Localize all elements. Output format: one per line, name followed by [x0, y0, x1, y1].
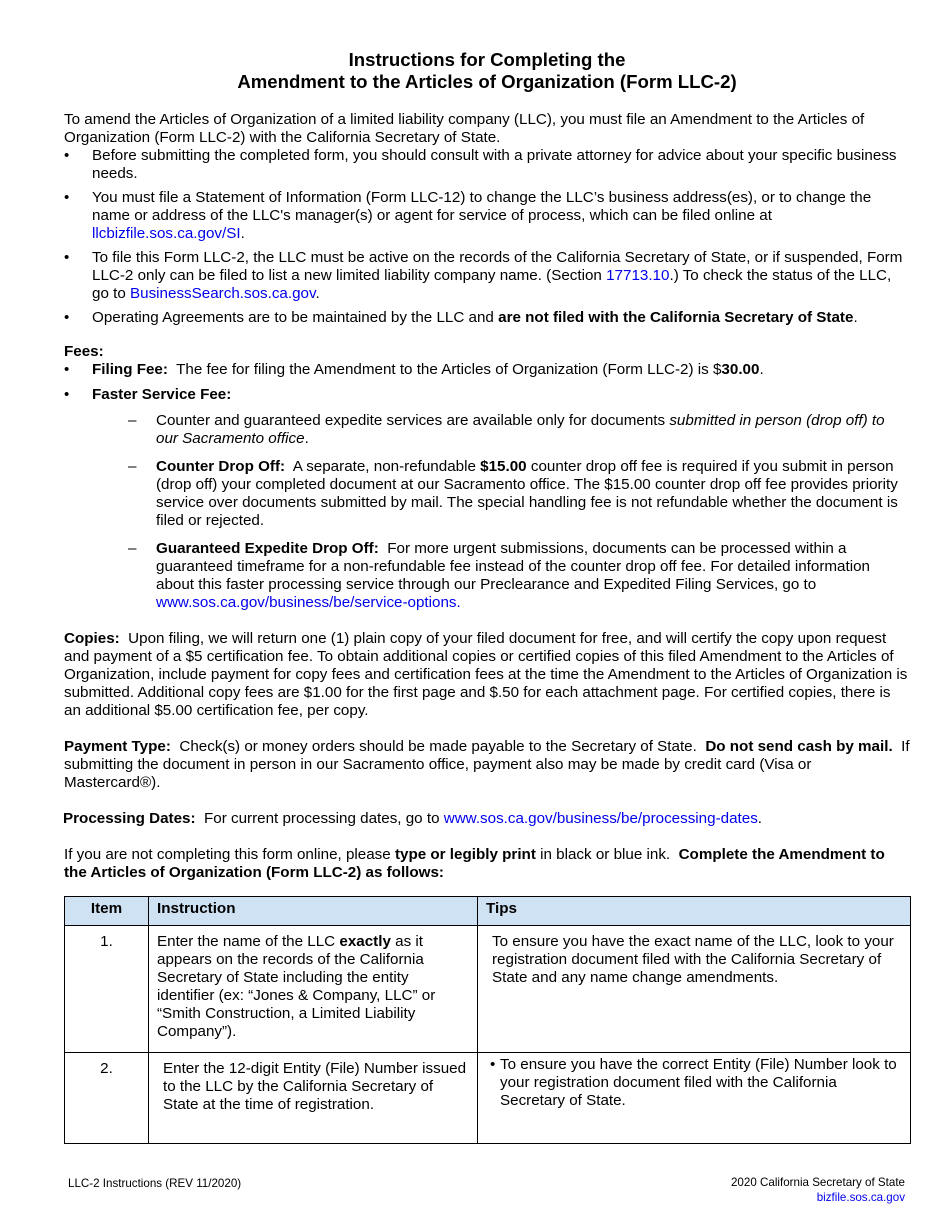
sub-text: Counter and guaranteed expedite services are available only for documents [156, 412, 666, 429]
faster-service-label: Faster Service Fee: [92, 386, 232, 403]
bullet-text: To file this Form LLC-2, the LLC must be active on the records of the California Secretary of State, or if suspended, Form LLC-2 only can be filed to list a new limited liability company name. (Section [92, 249, 903, 284]
footer-form-revision: LLC-2 Instructions (REV 11/2020) [68, 1177, 242, 1190]
list-item [64, 189, 910, 243]
tips-cell [478, 1053, 911, 1144]
bullet-bold-text: are not filed with the California Secretary of State [498, 309, 854, 326]
service-options-link[interactable]: www.sos.ca.gov/business/be/service-options. [156, 594, 461, 611]
list-item [92, 540, 910, 612]
counter-drop-off-label: Counter Drop Off: [156, 458, 286, 475]
bullet-text: You must file a Statement of Information (Form LLC-12) to change the LLC’s business address(es), or to change the name or address of the LLC's manager(s) or agent for service of process, which can be filed online at [92, 189, 872, 224]
tip-bullet-item: • To ensure you have the correct Entity (File) Number look to your registration document filed with the California Secretary of State. [486, 1056, 902, 1110]
payment-label: Payment Type: [64, 738, 171, 755]
payment-paragraph [64, 738, 910, 792]
page-title [64, 49, 910, 93]
payment-text: Check(s) or money orders should be made payable to the Secretary of State. [179, 738, 697, 755]
processing-dates-link[interactable]: www.sos.ca.gov/business/be/processing-dates [443, 810, 758, 827]
column-header-tips: Tips [478, 897, 911, 926]
table-row [65, 1053, 911, 1144]
table-row [65, 926, 911, 1053]
bullet-text: . [315, 285, 320, 302]
intro-bullet-list [64, 147, 910, 327]
list-item [92, 412, 910, 448]
expedite-drop-off-label: Guaranteed Expedite Drop Off: [156, 540, 379, 557]
list-item [64, 147, 910, 183]
complete-bold-text: Complete the Amendment to the Articles of Organization (Form LLC-2) as follows: [64, 846, 885, 881]
business-search-link[interactable]: BusinessSearch.sos.ca.gov [130, 285, 316, 302]
copies-text: Upon filing, we will return one (1) plain copy of your filed document for free, and will certify the copy upon request and payment of a $5 certification fee. To obtain additional copies or certified copies of this filed Amendment to the Articles of Organization, include payment for copy fees and certification fees at the time the Amendment to the Articles of Organization is submitted. Additional copy fees are $1.00 for the first page and $.50 for each attachment page. For certified copies, there is an additional $5.00 certification fee, per copy. [64, 630, 908, 719]
title-line-2: Amendment to the Articles of Organization (Form LLC-2) [237, 71, 737, 92]
footer-copyright: 2020 California Secretary of State [730, 1176, 905, 1189]
footer-right [731, 1175, 905, 1205]
complete-text: in black or blue ink. [540, 846, 671, 863]
list-item [64, 386, 910, 612]
instructions-table [64, 896, 911, 1144]
list-item [64, 361, 910, 379]
bullet-text: .) To check the status of the LLC, go to [92, 267, 892, 302]
sub-text: For more urgent submissions, documents can be processed within a guaranteed timeframe for a non-refundable fee instead of the counter drop off fee. For detailed information about this faster processing service through our Preclearance and Expedited Filing Services, go to [156, 540, 870, 593]
title-line-1: Instructions for Completing the [348, 49, 626, 70]
fees-list [64, 361, 910, 612]
list-item [92, 458, 910, 530]
list-item [64, 249, 910, 303]
section-17713-link[interactable]: 17713.10 [606, 267, 670, 284]
footer-bizfile-link[interactable]: bizfile.sos.ca.gov [816, 1191, 905, 1204]
complete-paragraph [64, 846, 910, 882]
item-number: 1. [65, 926, 149, 1053]
complete-text: If you are not completing this form online, please [64, 846, 391, 863]
bullet-text: Before submitting the completed form, you should consult with a private attorney for advice about your specific business needs. [92, 147, 897, 182]
document-page [64, 0, 910, 1144]
bullet-text: . [853, 309, 858, 326]
filing-fee-amount: 30.00 [721, 361, 760, 378]
fees-heading: Fees: [64, 343, 104, 360]
faster-service-list [92, 412, 910, 612]
filing-fee-end: . [759, 361, 764, 378]
bullet-text: Operating Agreements are to be maintained by the LLC and [92, 309, 494, 326]
sub-text-end: . [304, 430, 309, 447]
tips-cell: To ensure you have the exact name of the LLC, look to your registration document filed with the California Secretary of State and any name change amendments. [478, 926, 911, 1053]
counter-fee-amount: $15.00 [480, 458, 527, 475]
table-header-row [65, 897, 911, 926]
instruction-text: as it appears on the records of the California Secretary of State including the entity identifier (ex: “Jones & Company, LLC” or “Smith Construction, a Limited Liability Company”). [157, 933, 436, 1040]
instruction-cell: Enter the 12-digit Entity (File) Number issued to the LLC by the California Secretary of State at the time of registration. [149, 1053, 478, 1144]
payment-text: If submitting the document in person in our Sacramento office, payment also may be made by credit card (Visa or Mastercard®). [64, 738, 910, 791]
instruction-cell [149, 926, 478, 1053]
instruction-bold-text: exactly [339, 933, 391, 950]
processing-text: For current processing dates, go to [203, 810, 440, 827]
processing-label: Processing Dates: [63, 810, 196, 827]
copies-paragraph [64, 630, 910, 720]
intro-paragraph: To amend the Articles of Organization of a limited liability company (LLC), you must file an Amendment to the Articles of Organization (Form LLC-2) with the California Secretary of State. [64, 111, 865, 146]
column-header-item: Item [65, 897, 149, 926]
llcbizfile-link[interactable]: llcbizfile.sos.ca.gov/SI [92, 225, 241, 242]
payment-bold-text: Do not send cash by mail. [705, 738, 893, 755]
processing-paragraph [63, 810, 910, 828]
sub-text: counter drop off fee is required if you submit in person (drop off) your completed document at our Sacramento office. The $15.00 counter drop off fee provides priority service over documents submitted by mail. The special handling fee is not refundable whether the document is filed or rejected. [156, 458, 898, 529]
column-header-instruction: Instruction [149, 897, 478, 926]
sub-text: A separate, non-refundable [292, 458, 476, 475]
instruction-text: Enter the name of the LLC [157, 933, 336, 950]
item-number: 2. [65, 1053, 149, 1144]
filing-fee-label: Filing Fee: [92, 361, 168, 378]
copies-label: Copies: [64, 630, 120, 647]
sub-italic-text: submitted in person (drop off) to our Sacramento office [156, 412, 885, 447]
filing-fee-text: The fee for filing the Amendment to the Articles of Organization (Form LLC-2) is $ [176, 361, 722, 378]
complete-bold-text: type or legibly print [394, 846, 536, 863]
bullet-text: . [240, 225, 245, 242]
list-item [64, 309, 910, 327]
processing-end: . [757, 810, 763, 827]
